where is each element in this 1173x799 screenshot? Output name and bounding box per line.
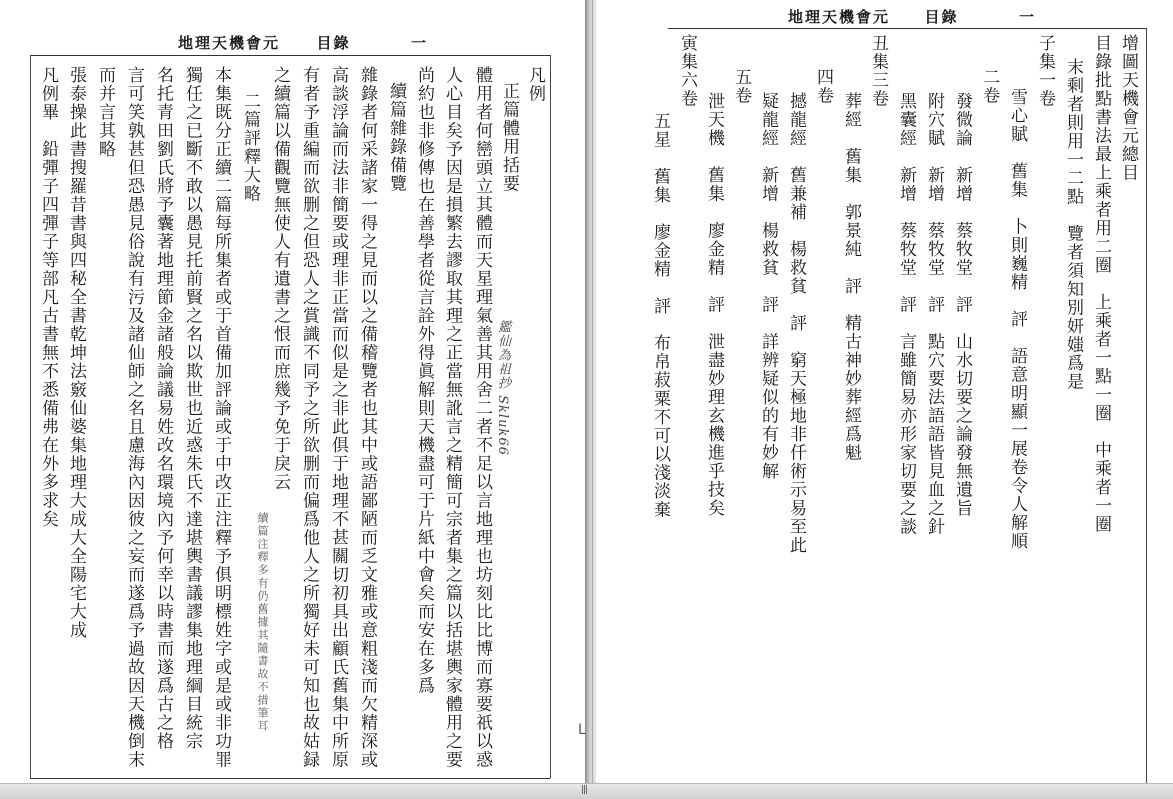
text-column: 之續篇以備觀覽無使人有遺書之恨而庶幾予免于戾云 (270, 66, 290, 492)
text-column: 黑囊經 新增 蔡牧堂 評 言雖簡易亦形家切要之談 (896, 92, 916, 536)
text-column: 葬經 舊集 郭景純 評 精古神妙葬經爲魁 (841, 92, 861, 462)
header-number: 一 (1018, 8, 1036, 26)
page-header (788, 6, 1036, 27)
top-rule (30, 55, 550, 56)
text-column: 本集既分正續二篇每所集者或于首備加評論或于中改正注釋予俱明標姓字或是或非功罪 (211, 66, 231, 769)
frame-line (30, 55, 31, 778)
text-column: 丑集三卷 (868, 34, 888, 108)
header-title: 地理天機會元 (788, 8, 891, 26)
text-column: 凡例 (525, 66, 545, 103)
bottom-rule (30, 778, 550, 779)
text-column: 增圖天機會元總目 (1118, 34, 1138, 182)
page-header (178, 32, 428, 53)
text-column: 附穴賦 新增 蔡牧堂 評 點穴要法語語皆見血之針 (924, 92, 944, 536)
frame-line (550, 55, 551, 778)
frame-line (1146, 28, 1147, 783)
text-column: 疑龍經 新增 楊救貧 評 詳辨疑似的有妙解 (758, 92, 778, 481)
text-column: 四卷 (813, 68, 833, 105)
left-page (0, 0, 585, 783)
text-column: 末剩者則用一二點 覽者須知別妍媸爲是 (1063, 58, 1083, 391)
header-section: 目錄 (924, 8, 959, 26)
text-column: 體用者何巒頭立其體而天星理氣善其用舍二者不足以言地理也坊刻比比博而寡要祇以惑 (472, 66, 492, 769)
text-column: 張泰操此書搜羅昔書與四秘全書乾坤法竅仙婆集地理大成大全陽宅大成 (66, 66, 86, 640)
text-column: 人心目矣予因是損繁去謬取其理之正當無訛言之精簡可宗者集之篇以括堪輿家體用之要 (442, 66, 462, 769)
text-column: 五卷 (731, 68, 751, 105)
header-title: 地理天機會元 (178, 34, 281, 52)
text-column: 凡例畢 鉛彈子四彈子等部凡古書無不悉備弗在外多求矣 (38, 66, 58, 529)
top-rule (668, 28, 1146, 29)
text-column: 泄天機 舊集 廖金精 評 泄盡妙理玄機進乎技矣 (704, 92, 724, 518)
text-column: 二卷 (979, 68, 999, 105)
text-column: 撼龍經 舊兼補 楊救貧 評 窮天極地非仟術示易至此 (786, 92, 806, 555)
text-column: 續篇雜錄備覽 (386, 82, 406, 193)
text-column: 獨任之已斷不敢以愚見托前賢之名以欺世也近惑朱氏不達堪輿書議謬集地理綱目統宗 (182, 66, 202, 751)
text-column: 言可笑孰甚但恐愚見俗說有污及諸仙師之名且慮海內因彼之妄而遂爲予過故因天機倒末 (124, 66, 144, 769)
text-column: 而并言其略 (95, 66, 115, 159)
text-column: 雪心賦 舊集 卜則巍精 評 語意明顯一展卷令人解順 (1007, 88, 1027, 551)
text-column: 子集一卷 (1035, 34, 1055, 108)
gutter-line (592, 0, 593, 783)
text-column: 正篇體用括要 (499, 82, 519, 193)
right-page (596, 0, 1173, 783)
book-gutter (585, 0, 596, 783)
scan-mark: L (578, 722, 586, 738)
text-column: 高談浮論而法非簡要或理非正當而似是之非此俱于地理不甚關切初具出顧氏舊集中所原 (328, 66, 348, 769)
text-column: 發微論 新增 蔡牧堂 評 山水切要之論發無遺旨 (952, 92, 972, 518)
handwritten-stamp: 鑑仙為祖抄 Skluk66 (495, 320, 510, 456)
text-column: 五星 舊集 廖金精 評 布帛菽粟不可以淺淡棄 (650, 112, 670, 519)
text-column: 名托青田劉氏將予囊著地理節金諸般論議易姓改名環境內予何幸以時書而遂爲古之格 (153, 66, 173, 751)
text-column: 尚約也非修傳也在善學者從言詮外得眞解則天機盡可于片紙中會矣而安在多爲 (414, 66, 434, 695)
header-number: 一 (410, 34, 428, 52)
text-column: 有者予重編而欲删之但恐人之賞識不同予之所欲删而偏爲他人之所獨好未可知也故姑録 (299, 66, 319, 769)
horizontal-scrollbar[interactable] (0, 783, 1173, 799)
small-note: 續篇注釋多有仍舊據其隨書故不措筆耳 (256, 512, 269, 733)
text-column: 二篇評釋大略 (240, 92, 260, 203)
text-column: 雜錄者何采諸家一得之見而以之備稽覽者也其中或語鄙陋而乏文雅或意粗淺而欠精深或 (357, 66, 377, 769)
scrollbar-grip-icon[interactable]: ||| (581, 785, 588, 795)
text-column: 寅集六卷 (677, 34, 697, 108)
header-section: 目錄 (316, 34, 351, 52)
text-column: 目錄批點書法最上乘者用二圈 上乘者一點一圈 中乘者一圈 (1091, 34, 1111, 534)
